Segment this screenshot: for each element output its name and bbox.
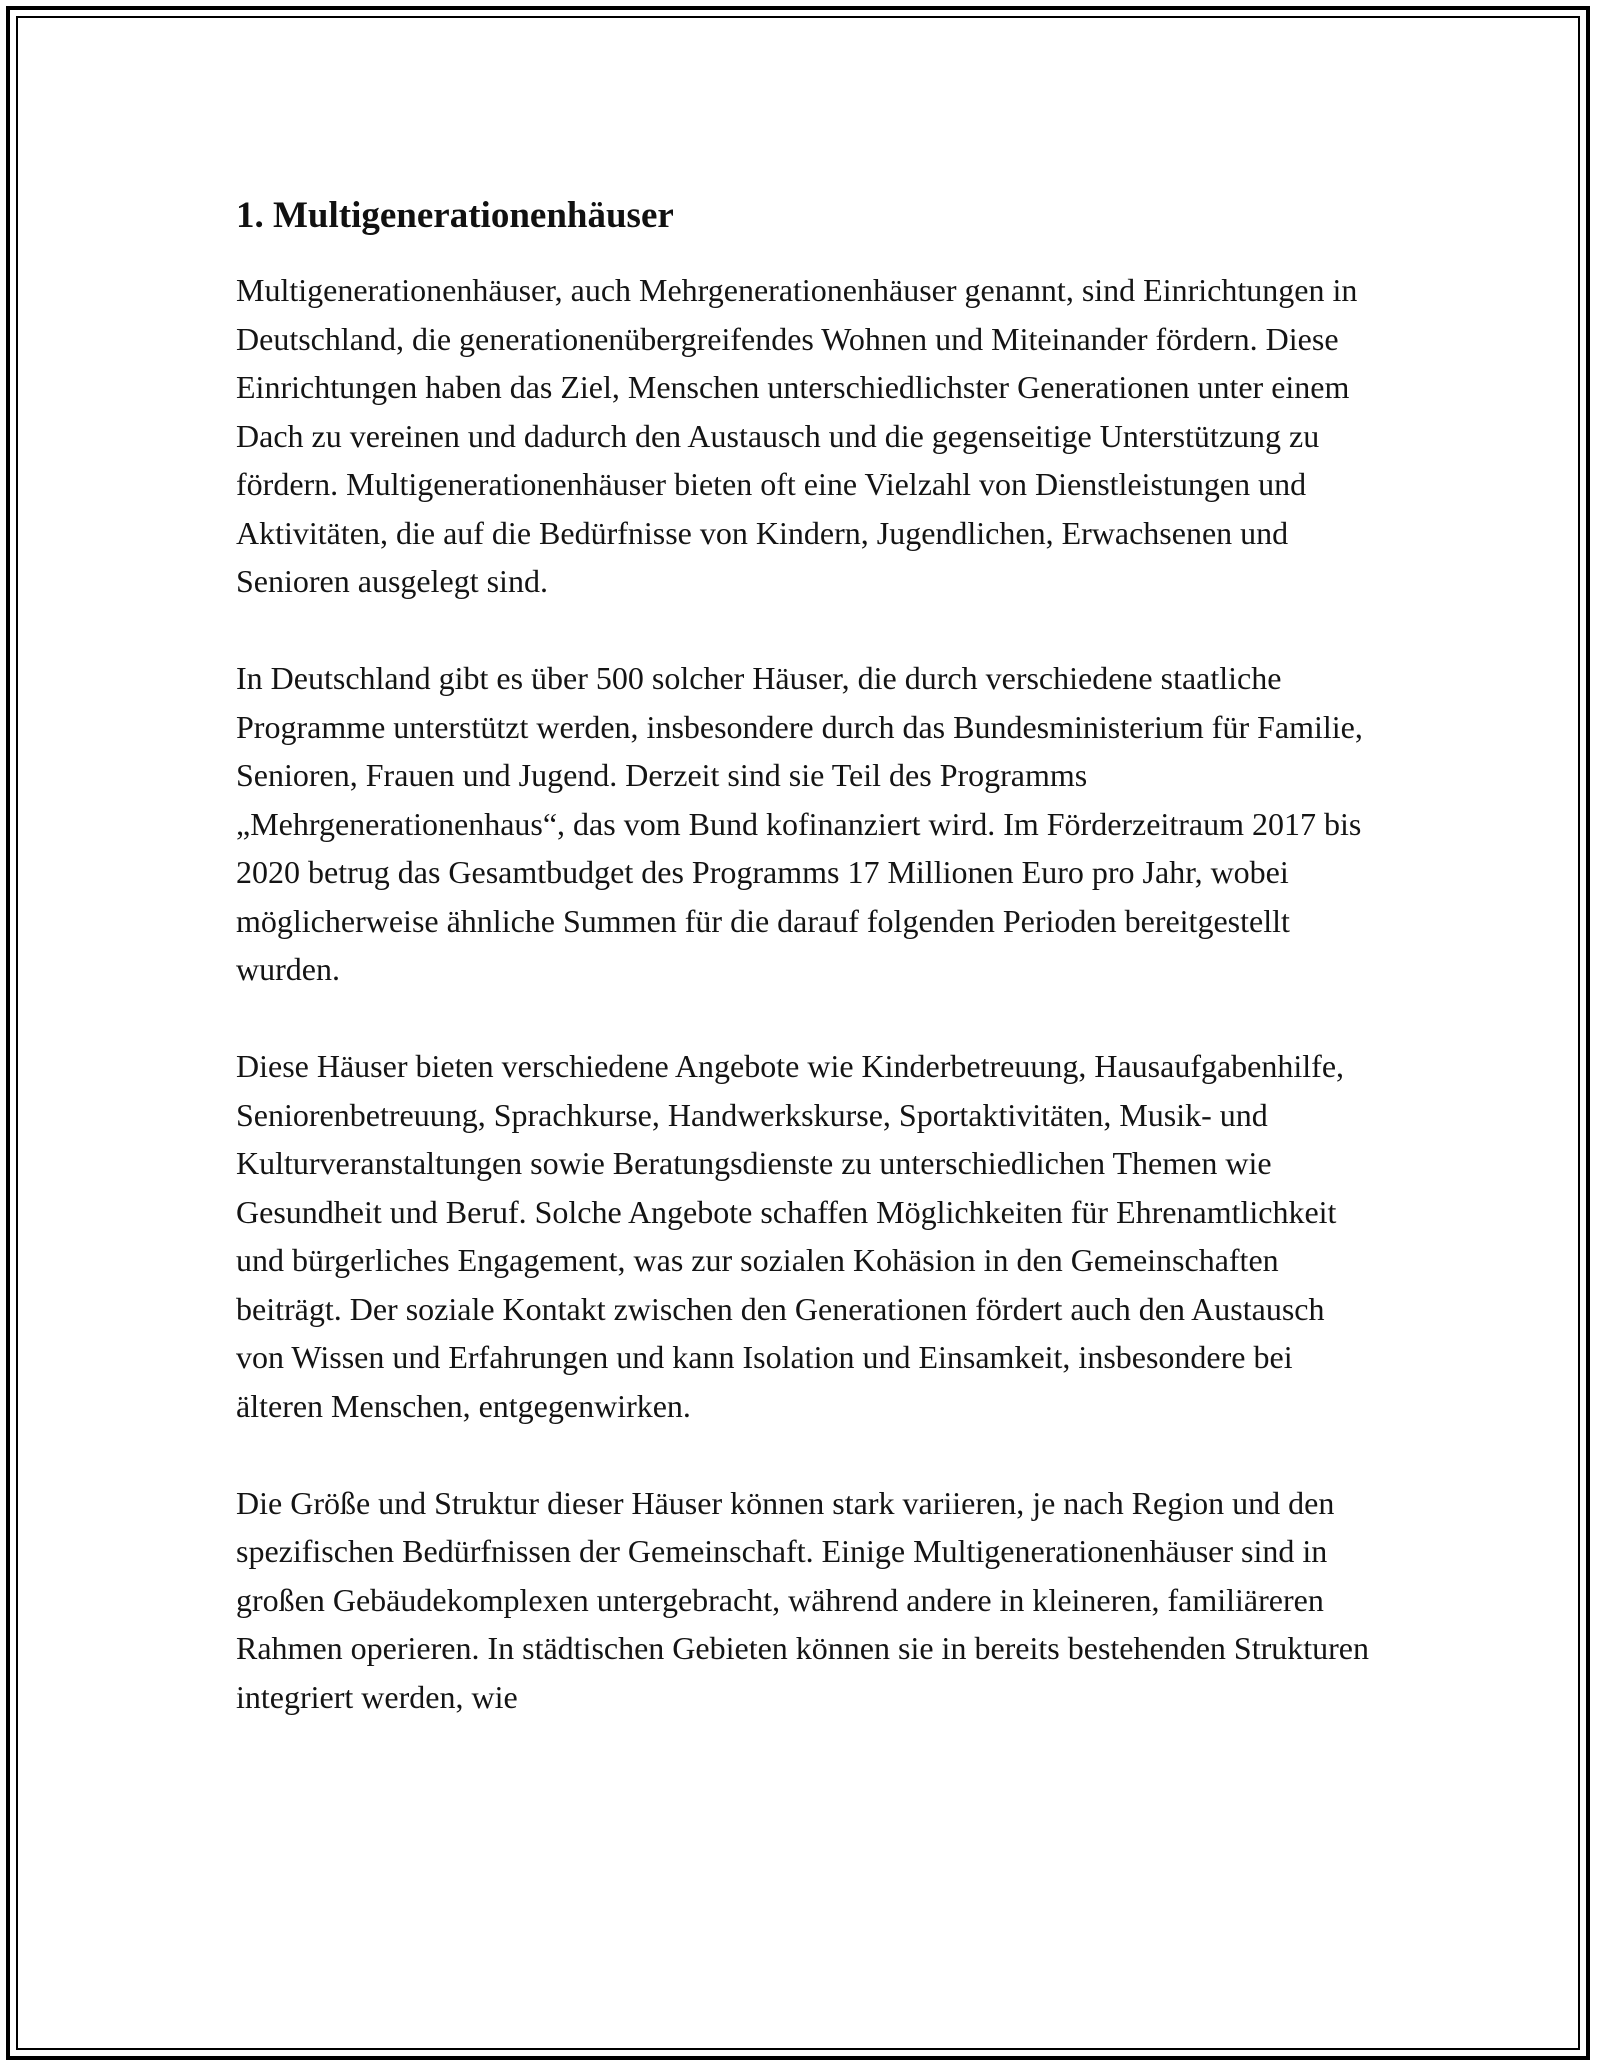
paragraph-2: In Deutschland gibt es über 500 solcher Häuser, die durch verschiedene staatliche Programme unterstützt werden, insbesondere durch das Bundesministerium für Familie, Senioren, Frauen und Jugend. Derzeit sind sie Teil des Programms „Mehrgenerationenhaus“, das vom Bund kofinanziert wird. Im Förderzeitraum 2017 bis 2020 betrug das Gesamtbudget des Programms 17 Millionen Euro pro Jahr, wobei möglicherweise ähnliche Summen für die darauf folgenden Perioden bereitgestellt wurden. [236,660,1363,987]
body-text [236,266,1376,1721]
paragraph-1: Multigenerationenhäuser, auch Mehrgenerationenhäuser genannt, sind Einrichtungen in Deutschland, die generationenübergreifendes Wohnen und Miteinander fördern. Diese Einrichtungen haben das Ziel, Menschen unterschiedlichster Generationen unter einem Dach zu vereinen und dadurch den Austausch und die gegenseitige Unterstützung zu fördern. Multigenerationenhäuser bieten oft eine Vielzahl von Dienstleistungen und Aktivitäten, die auf die Bedürfnisse von Kindern, Jugendlichen, Erwachsenen und Senioren ausgelegt sind. [236,272,1358,599]
section-title: 1. Multigenerationenhäuser [236,195,674,236]
document-body [236,188,1376,1721]
paragraph-3: Diese Häuser bieten verschiedene Angebote wie Kinderbetreuung, Hausaufgabenhilfe, Seniorenbetreuung, Sprachkurse, Handwerkskurse, Sportaktivitäten, Musik- und Kulturveranstaltungen sowie Beratungsdienste zu unterschiedlichen Themen wie Gesundheit und Beruf. Solche Angebote schaffen Möglichkeiten für Ehrenamtlichkeit und bürgerliches Engagement, was zur sozialen Kohäsion in den Gemeinschaften beiträgt. Der soziale Kontakt zwischen den Generationen fördert auch den Austausch von Wissen und Erfahrungen und kann Isolation und Einsamkeit, insbesondere bei älteren Menschen, entgegenwirken. [236,1048,1345,1424]
paragraph-4: Die Größe und Struktur dieser Häuser können stark variieren, je nach Region und den spezifischen Bedürfnissen der Gemeinschaft. Einige Multigenerationenhäuser sind in großen Gebäudekomplexen untergebracht, während andere in kleineren, familiäreren Rahmen operieren. In städtischen Gebieten können sie in bereits bestehenden Strukturen integriert werden, wie [236,1484,1369,1715]
